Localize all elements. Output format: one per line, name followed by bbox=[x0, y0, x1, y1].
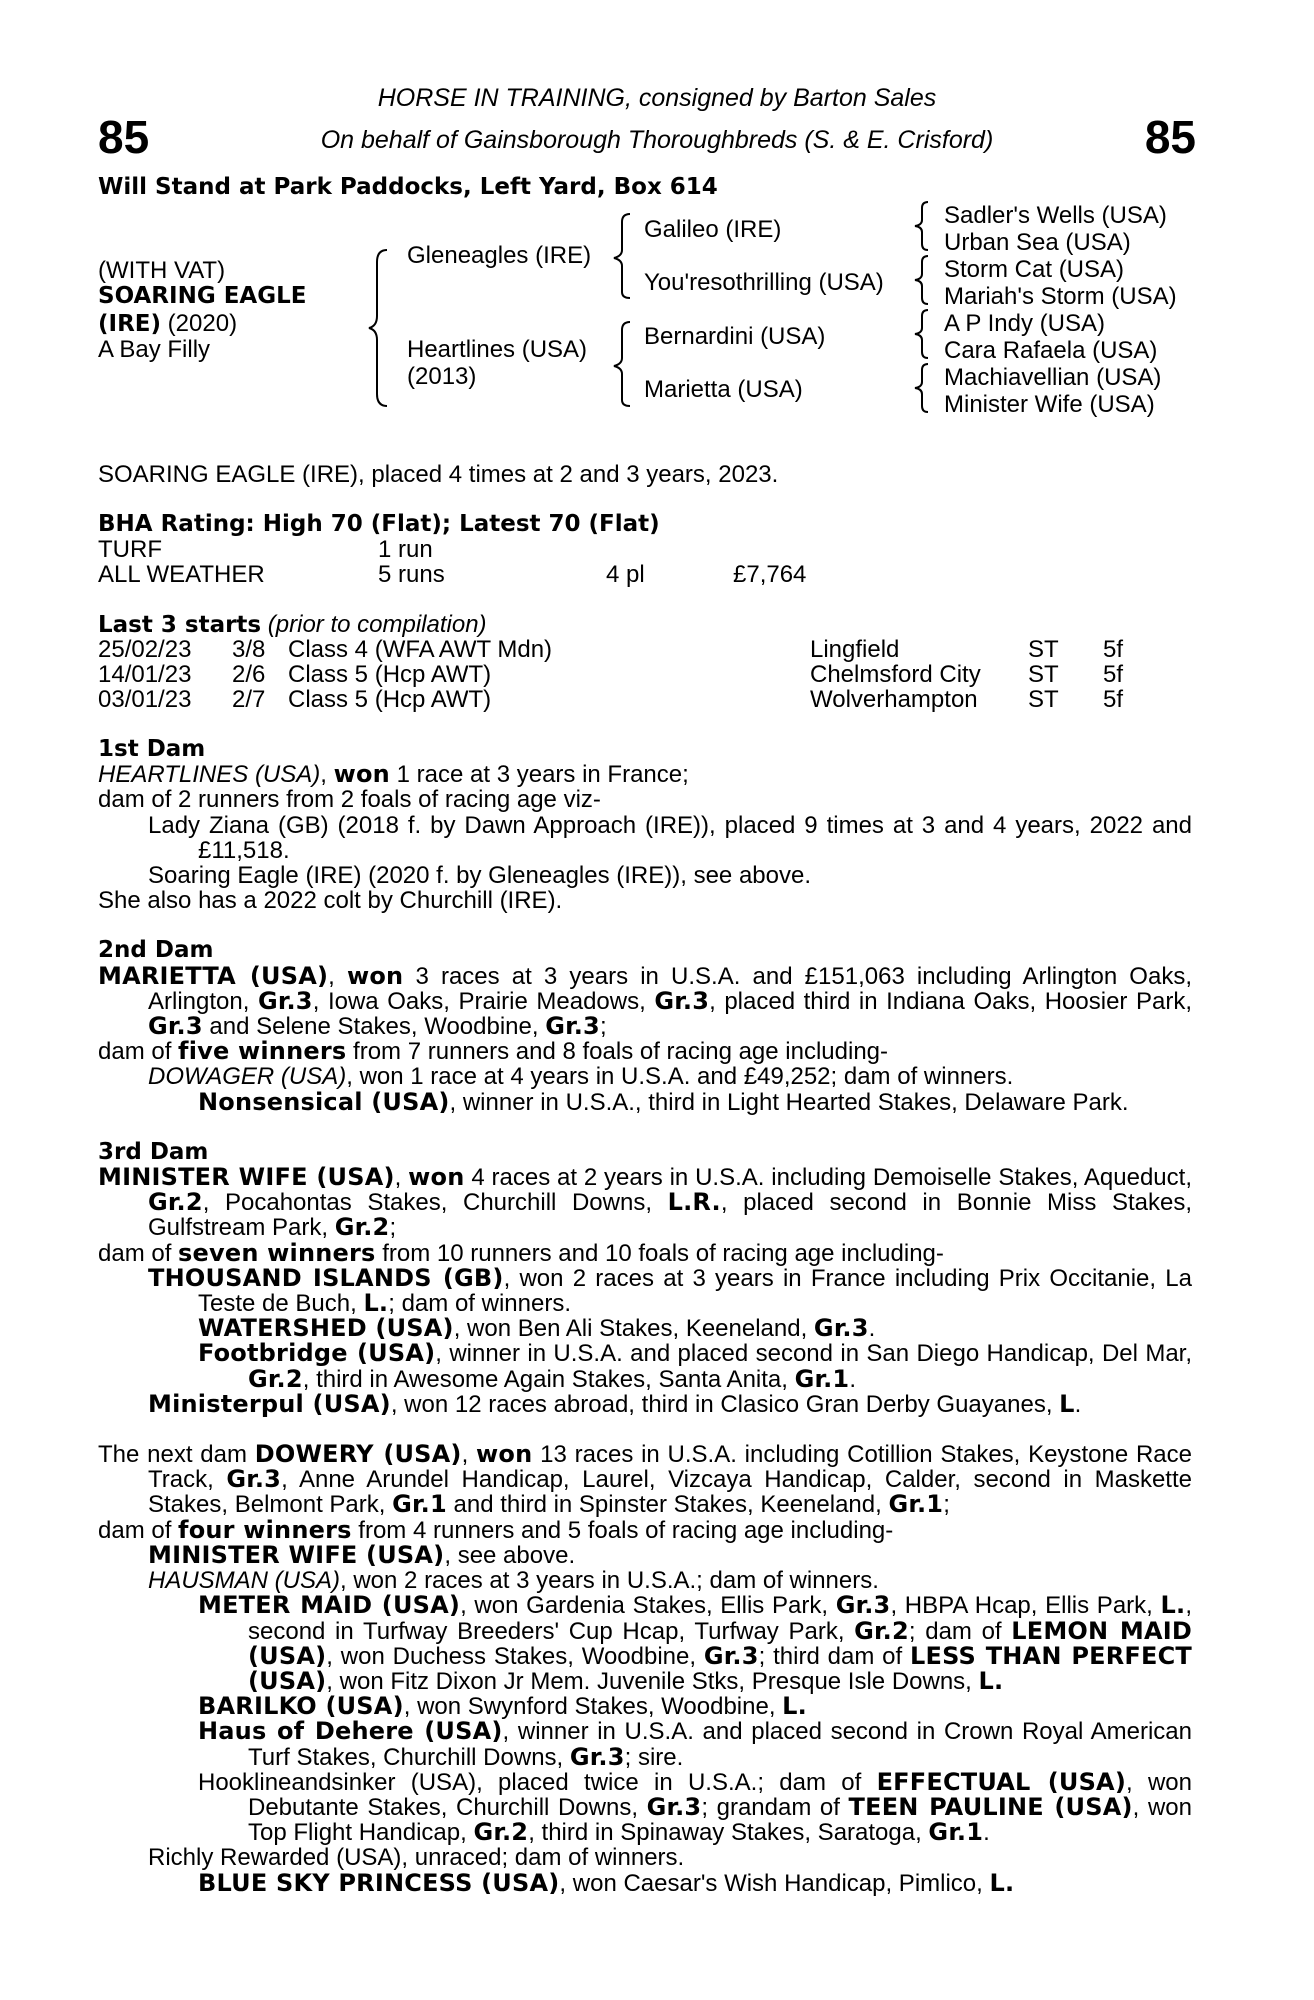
next-dam-grandfoal: BARILKO (USA), won Swynford Stakes, Woodbine, L. bbox=[198, 1692, 807, 1721]
rating-aw-runs: 5 runs bbox=[378, 561, 445, 588]
stand-location: Will Stand at Park Paddocks, Left Yard, Box 614 bbox=[98, 174, 718, 200]
pedigree-ssd: Urban Sea (USA) bbox=[944, 229, 1131, 256]
pedigree-brace-2 bbox=[610, 212, 636, 300]
third-dam-foal: THOUSAND ISLANDS (GB), won 2 races at 3 years in France including Prix Occitanie, La Teste de Buch, L.; dam of winners. bbox=[148, 1263, 1192, 1318]
pedigree-dsd: Cara Rafaela (USA) bbox=[944, 337, 1158, 364]
rating-aw-surface: ALL WEATHER bbox=[98, 561, 265, 588]
start-course: Chelmsford City bbox=[810, 661, 981, 688]
rating-aw-earnings: £7,764 bbox=[733, 561, 807, 588]
pedigree-brace-3 bbox=[610, 320, 636, 408]
lot-number-left: 85 bbox=[98, 111, 150, 163]
horse-description: A Bay Filly bbox=[98, 336, 211, 363]
pedigree-sss: Sadler's Wells (USA) bbox=[944, 202, 1167, 229]
pedigree-dam: Heartlines (USA) bbox=[407, 336, 588, 363]
pedigree-ddd: Minister Wife (USA) bbox=[944, 391, 1155, 418]
start-position: 2/7 bbox=[232, 686, 266, 713]
consignor-line: HORSE IN TRAINING, consigned by Barton Sales bbox=[377, 84, 937, 112]
vat-note: (WITH VAT) bbox=[98, 257, 226, 284]
pedigree-dam-dam: Marietta (USA) bbox=[644, 376, 803, 403]
bha-rating: BHA Rating: High 70 (Flat); Latest 70 (Flat) bbox=[98, 511, 660, 537]
rating-aw-placed: 4 pl bbox=[606, 561, 645, 588]
next-dam-produce: dam of four winners from 4 runners and 5 foals of racing age including- bbox=[98, 1515, 894, 1544]
second-dam-heading: 2nd Dam bbox=[98, 937, 214, 964]
horse-country: (IRE) bbox=[98, 311, 162, 337]
start-course: Wolverhampton bbox=[810, 686, 978, 713]
behalf-line: On behalf of Gainsborough Thoroughbreds (S. & E. Crisford) bbox=[320, 126, 994, 154]
second-dam-record: MARIETTA (USA), won 3 races at 3 years in U.S.A. and £151,063 including Arlington Oaks, Arlington, Gr.3, Iowa Oaks, Prairie Meadows, Gr.3, placed third in Indiana Oaks, Hoosier Park, Gr.3 and Selene Stakes, Woodbine, Gr.3; bbox=[98, 961, 1192, 1041]
first-dam-note: She also has a 2022 colt by Churchill (IRE). bbox=[98, 887, 563, 915]
start-going: ST bbox=[1028, 661, 1059, 688]
pedigree-dam-sire: Bernardini (USA) bbox=[644, 323, 826, 350]
start-date: 14/01/23 bbox=[98, 661, 192, 688]
start-race: Class 5 (Hcp AWT) bbox=[288, 661, 492, 688]
start-going: ST bbox=[1028, 636, 1059, 663]
start-position: 2/6 bbox=[232, 661, 266, 688]
third-dam-heading: 3rd Dam bbox=[98, 1138, 209, 1165]
start-distance: 5f bbox=[1103, 661, 1124, 688]
third-dam-foal: Ministerpul (USA), won 12 races abroad, third in Clasico Gran Derby Guayanes, L. bbox=[148, 1389, 1082, 1418]
third-dam-produce: dam of seven winners from 10 runners and 10 foals of racing age including- bbox=[98, 1238, 944, 1267]
start-date: 25/02/23 bbox=[98, 636, 192, 663]
second-dam-produce: dam of five winners from 7 runners and 8 foals of racing age including- bbox=[98, 1037, 889, 1066]
horse-origin-year bbox=[98, 311, 237, 337]
start-distance: 5f bbox=[1103, 636, 1124, 663]
horse-name: SOARING EAGLE bbox=[98, 283, 307, 309]
third-dam-grandfoal: WATERSHED (USA), won Ben Ali Stakes, Keeneland, Gr.3. bbox=[198, 1314, 876, 1343]
next-dam-grandfoal: BLUE SKY PRINCESS (USA), won Caesar's Wish Handicap, Pimlico, L. bbox=[198, 1868, 1015, 1897]
pedigree-sire: Gleneagles (IRE) bbox=[407, 242, 592, 269]
first-dam-record: HEARTLINES (USA), won 1 race at 3 years in France; bbox=[98, 760, 689, 789]
first-dam-foal: Soaring Eagle (IRE) (2020 f. by Gleneagles (IRE)), see above. bbox=[148, 862, 811, 890]
last-starts-heading bbox=[98, 612, 487, 638]
second-dam-foal: DOWAGER (USA), won 1 race at 4 years in U.S.A. and £49,252; dam of winners. bbox=[148, 1063, 1014, 1091]
lot-number-right: 85 bbox=[1144, 111, 1196, 163]
next-dam-grandfoal: METER MAID (USA), won Gardenia Stakes, Ellis Park, Gr.3, HBPA Hcap, Ellis Park, L., second in Turfway Breeders' Cup Hcap, Turfway Park, Gr.2; dam of LEMON MAID (USA), won Duchess Stakes, Woodbine, Gr.3; third dam of LESS THAN PERFECT (USA), won Fitz Dixon Jr Mem. Juvenile Stks, Presque Isle Downs, L. bbox=[198, 1591, 1192, 1695]
dam-sections bbox=[98, 737, 1192, 1896]
first-dam-produce: dam of 2 runners from 2 foals of racing age viz- bbox=[98, 786, 601, 814]
pedigree-brace-1 bbox=[365, 248, 395, 408]
pedigree-brace-6 bbox=[910, 308, 934, 360]
rating-turf-runs: 1 run bbox=[378, 536, 433, 563]
pedigree-brace-7 bbox=[910, 362, 934, 414]
pedigree-dam-year: (2013) bbox=[407, 363, 477, 390]
pedigree-dss: A P Indy (USA) bbox=[944, 310, 1105, 337]
next-dam-record: The next dam DOWERY (USA), won 13 races in U.S.A. including Cotillion Stakes, Keystone Race Track, Gr.3, Anne Arundel Handicap, Laurel, Vizcaya Handicap, Calder, second in Maskette Stakes, Belmont Park, Gr.1 and third in Spinster Stakes, Keeneland, Gr.1; bbox=[98, 1440, 1192, 1519]
start-date: 03/01/23 bbox=[98, 686, 192, 713]
pedigree-brace-5 bbox=[910, 254, 934, 306]
next-dam-foal: Richly Rewarded (USA), unraced; dam of winners. bbox=[148, 1844, 685, 1872]
rating-turf-surface: TURF bbox=[98, 536, 162, 563]
pedigree-dds: Machiavellian (USA) bbox=[944, 364, 1162, 391]
start-position: 3/8 bbox=[232, 636, 266, 663]
pedigree-sdd: Mariah's Storm (USA) bbox=[944, 283, 1177, 310]
horse-year: (2020) bbox=[161, 310, 238, 337]
pedigree-sire-dam: You'resothrilling (USA) bbox=[644, 269, 884, 296]
start-going: ST bbox=[1028, 686, 1059, 713]
start-distance: 5f bbox=[1103, 686, 1124, 713]
second-dam-grandfoal: Nonsensical (USA), winner in U.S.A., third in Light Hearted Stakes, Delaware Park. bbox=[198, 1087, 1129, 1116]
last-starts-title: Last 3 starts bbox=[98, 612, 262, 638]
third-dam-record: MINISTER WIFE (USA), won 4 races at 2 years in U.S.A. including Demoiselle Stakes, Aqueduct, Gr.2, Pocahontas Stakes, Churchill Downs, L.R., placed second in Bonnie Miss Stakes, Gulfstream Park, Gr.2; bbox=[98, 1163, 1193, 1242]
next-dam-foal: HAUSMAN (USA), won 2 races at 3 years in U.S.A.; dam of winners. bbox=[148, 1567, 879, 1595]
start-race: Class 5 (Hcp AWT) bbox=[288, 686, 492, 713]
next-dam-foal: MINISTER WIFE (USA), see above. bbox=[148, 1540, 576, 1569]
start-race: Class 4 (WFA AWT Mdn) bbox=[288, 636, 553, 663]
race-summary: SOARING EAGLE (IRE), placed 4 times at 2 and 3 years, 2023. bbox=[98, 461, 779, 488]
pedigree-brace-4 bbox=[910, 200, 934, 252]
next-dam-grandfoal: Haus of Dehere (USA), winner in U.S.A. and placed second in Crown Royal American Turf Stakes, Churchill Downs, Gr.3; sire. bbox=[198, 1717, 1192, 1771]
start-course: Lingfield bbox=[810, 636, 900, 663]
next-dam-grandfoal: Hooklineandsinker (USA), placed twice in U.S.A.; dam of EFFECTUAL (USA), won Debutante Stakes, Churchill Downs, Gr.3; grandam of TEEN PAULINE (USA), won Top Flight Handicap, Gr.2, third in Spinaway Stakes, Saratoga, Gr.1. bbox=[198, 1767, 1192, 1847]
pedigree-sds: Storm Cat (USA) bbox=[944, 256, 1125, 283]
pedigree-sire-sire: Galileo (IRE) bbox=[644, 216, 782, 243]
first-dam-heading: 1st Dam bbox=[98, 736, 206, 762]
last-starts-note: (prior to compilation) bbox=[261, 611, 487, 638]
first-dam-foal: Lady Ziana (GB) (2018 f. by Dawn Approach (IRE)), placed 9 times at 3 and 4 years, 2022 and £11,518. bbox=[148, 811, 1192, 864]
third-dam-grandfoal: Footbridge (USA), winner in U.S.A. and placed second in San Diego Handicap, Del Mar, Gr.2, third in Awesome Again Stakes, Santa Anita, Gr.1. bbox=[198, 1339, 1193, 1393]
